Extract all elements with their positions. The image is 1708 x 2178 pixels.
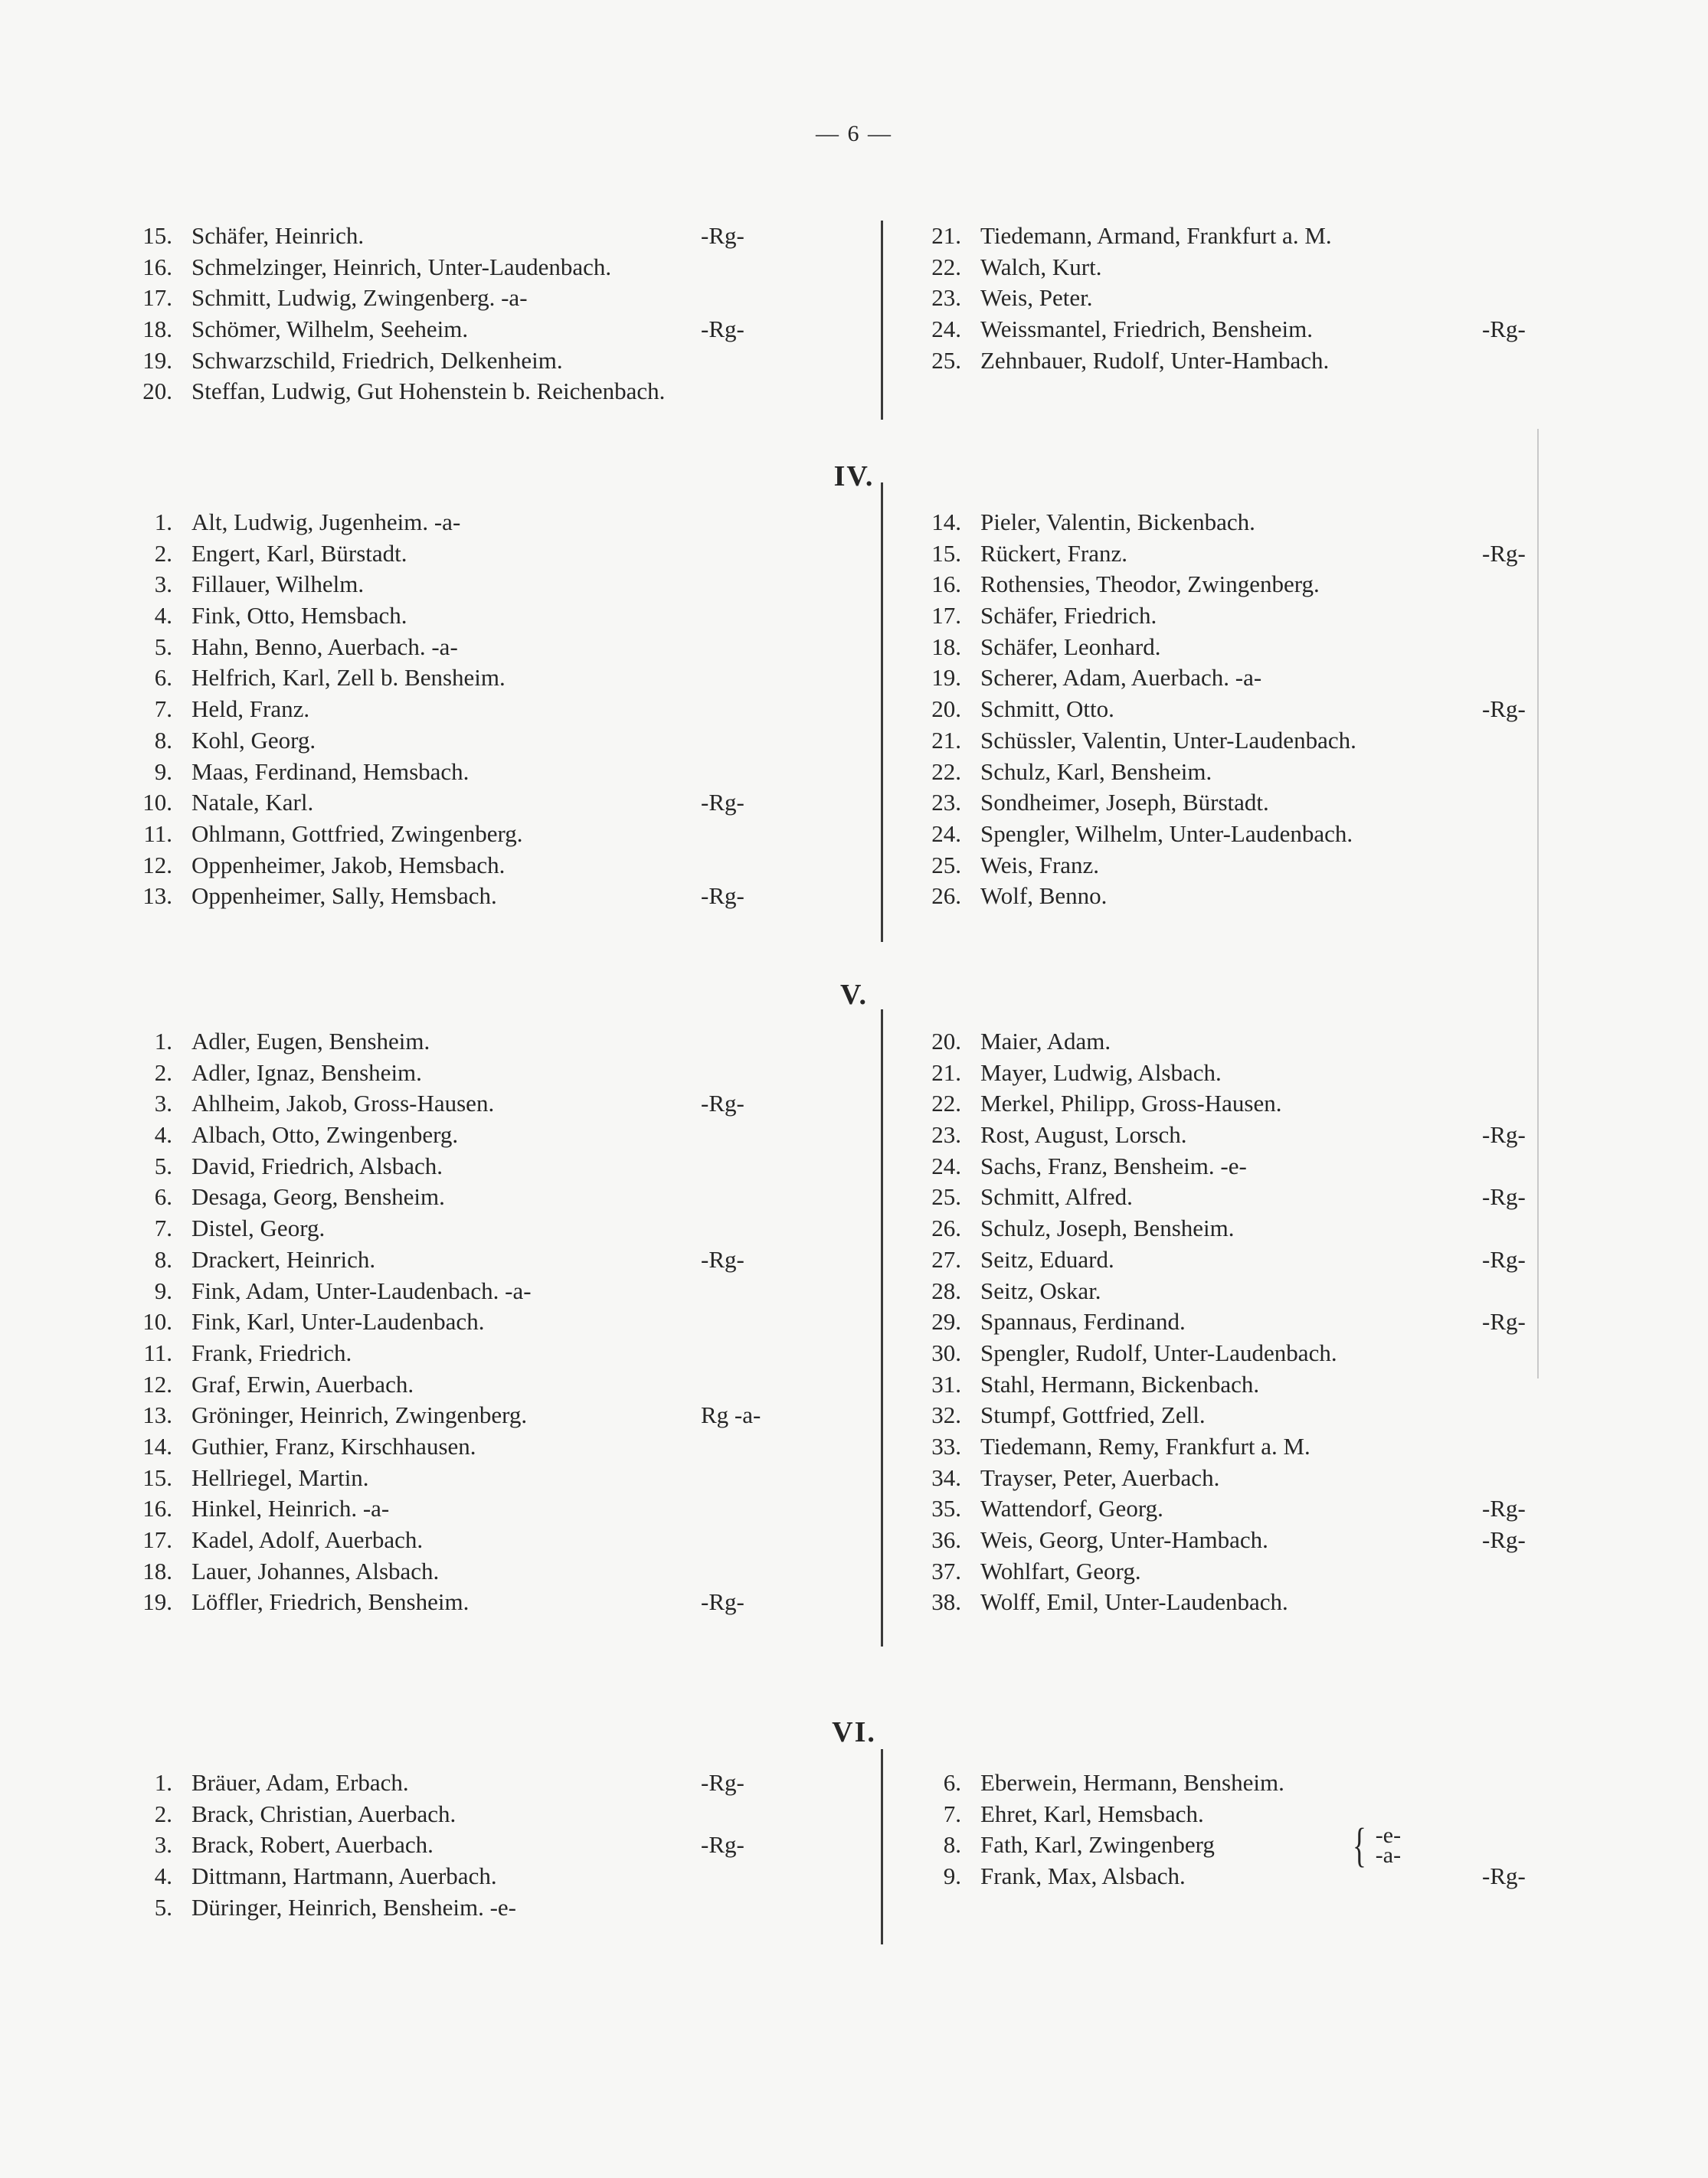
list-item (888, 1120, 1578, 1151)
entry-number: 7. (154, 1215, 172, 1242)
list-item (115, 819, 850, 850)
entry-name: Schmitt, Alfred. (980, 1183, 1133, 1211)
entry-mark: -Rg- (1482, 1495, 1526, 1522)
list-item (115, 1338, 850, 1369)
heading-class-vi: VI. (832, 1716, 876, 1748)
entry-number: 37. (931, 1557, 961, 1584)
entry-name: Fink, Adam, Unter-Laudenbach. -a- (191, 1277, 532, 1304)
entry-mark: -Rg- (701, 1588, 744, 1616)
entry-number: 24. (931, 316, 961, 343)
entry-number: 5. (154, 1893, 172, 1921)
list-item (115, 1463, 850, 1494)
entry-name: Wohlfart, Georg. (980, 1557, 1141, 1584)
entry-name: Desaga, Georg, Bensheim. (191, 1183, 445, 1211)
entry-name: Lauer, Johannes, Alsbach. (191, 1557, 440, 1584)
list-item (888, 1276, 1578, 1307)
entry-name: Schäfer, Friedrich. (980, 602, 1157, 630)
left-column (115, 1768, 850, 1923)
entry-name: Scherer, Adam, Auerbach. -a- (980, 664, 1262, 692)
column-divider (881, 1749, 883, 1944)
entry-name: Fink, Otto, Hemsbach. (191, 602, 407, 630)
entry-name: Spengler, Wilhelm, Unter-Laudenbach. (980, 819, 1353, 847)
entry-number: 6. (154, 664, 172, 692)
column-divider (881, 1009, 883, 1647)
entry-name: Ohlmann, Gottfried, Zwingenberg. (191, 819, 523, 847)
entry-number: 1. (154, 509, 172, 535)
list-item (115, 1861, 850, 1892)
entry-name: Spengler, Rudolf, Unter-Laudenbach. (980, 1339, 1337, 1366)
entry-name: David, Friedrich, Alsbach. (191, 1152, 443, 1179)
entry-name: Ahlheim, Jakob, Gross-Hausen. (191, 1090, 495, 1117)
list-item (115, 1058, 850, 1089)
entry-name: Maier, Adam. (980, 1028, 1111, 1055)
entry-number: 8. (154, 726, 172, 754)
list-item (888, 1213, 1578, 1244)
list-item (888, 1431, 1578, 1463)
list-item (115, 252, 850, 283)
entry-name: Alt, Ludwig, Jugenheim. -a- (191, 509, 461, 535)
list-item (888, 1400, 1578, 1431)
list-item (115, 1120, 850, 1151)
entry-number: 18. (931, 633, 961, 660)
entry-name: Wolf, Benno. (980, 882, 1108, 910)
entry-name: Seitz, Eduard. (980, 1245, 1114, 1273)
right-column (888, 1026, 1578, 1618)
entry-number: 16. (142, 253, 172, 280)
entry-name: Dittmann, Hartmann, Auerbach. (191, 1862, 497, 1890)
list-item (888, 507, 1578, 538)
entry-mark: -Rg- (1482, 1526, 1526, 1553)
list-item (115, 1768, 850, 1799)
entry-name: Schömer, Wilhelm, Seeheim. (191, 316, 469, 343)
entry-number: 3. (154, 1090, 172, 1117)
entry-number: 2. (154, 1058, 172, 1086)
right-column (888, 1768, 1578, 1892)
entry-mark: -Rg- (701, 1090, 744, 1117)
list-item (888, 1820, 1578, 1872)
entry-name: Düringer, Heinrich, Bensheim. -e- (191, 1893, 517, 1921)
entry-number: 6. (154, 1183, 172, 1211)
entry-number: 5. (154, 1152, 172, 1179)
entry-number: 35. (931, 1495, 961, 1522)
list-item (115, 376, 850, 407)
heading-class-v: V. (839, 979, 869, 1011)
entry-number: 3. (154, 1831, 172, 1859)
entry-number: 11. (143, 1339, 172, 1366)
list-item (115, 694, 850, 725)
list-item (888, 881, 1578, 912)
entry-name: Brack, Robert, Auerbach. (191, 1831, 434, 1859)
entry-mark: -Rg- (1482, 1308, 1526, 1336)
list-item (888, 221, 1578, 252)
list-item (888, 252, 1578, 283)
right-column (888, 507, 1578, 912)
entry-name: Merkel, Philipp, Gross-Hausen. (980, 1090, 1282, 1117)
entry-name: Wolff, Emil, Unter-Laudenbach. (980, 1588, 1288, 1616)
list-item (888, 314, 1578, 345)
entry-name: Oppenheimer, Jakob, Hemsbach. (191, 851, 506, 878)
list-item (888, 345, 1578, 377)
entry-name: Kohl, Georg. (191, 726, 316, 754)
entry-mark: -Rg- (701, 1769, 744, 1796)
left-column (115, 221, 850, 407)
brace-marks (1375, 1823, 1402, 1869)
entry-number: 14. (142, 1432, 172, 1460)
entry-number: 1. (154, 1028, 172, 1055)
entry-number: 10. (142, 789, 172, 816)
entry-name: Sondheimer, Joseph, Bürstadt. (980, 789, 1269, 816)
entry-number: 6. (943, 1769, 961, 1796)
list-item (115, 1306, 850, 1338)
entry-number: 25. (931, 1183, 961, 1211)
list-item (888, 819, 1578, 850)
page-number: — 6 — (816, 121, 892, 146)
column-divider (881, 221, 883, 420)
list-item (115, 1493, 850, 1525)
brace-mark: -a- (1375, 1843, 1402, 1869)
entry-number: 24. (931, 819, 961, 847)
list-item (888, 569, 1578, 600)
entry-number: 12. (142, 1370, 172, 1398)
entry-name: Natale, Karl. (191, 789, 314, 816)
entry-number: 3. (154, 571, 172, 598)
entry-name: Maas, Ferdinand, Hemsbach. (191, 757, 470, 785)
list-item (888, 1525, 1578, 1556)
list-item (115, 1276, 850, 1307)
entry-number: 23. (931, 284, 961, 312)
entry-number: 9. (154, 1277, 172, 1304)
entry-number: 14. (931, 509, 961, 535)
entry-number: 9. (154, 757, 172, 785)
entry-name: Rückert, Franz. (980, 539, 1127, 567)
list-item (115, 632, 850, 663)
list-item (888, 600, 1578, 632)
list-item (888, 1182, 1578, 1213)
list-item (115, 1525, 850, 1556)
entry-mark: -Rg- (701, 789, 744, 816)
list-item (888, 850, 1578, 881)
list-item (115, 1587, 850, 1618)
list-item (115, 1151, 850, 1182)
column-divider (881, 482, 883, 942)
left-column (115, 507, 850, 912)
list-item (888, 1463, 1578, 1494)
list-item (115, 1400, 850, 1431)
list-item (115, 538, 850, 570)
entry-name: Adler, Ignaz, Bensheim. (191, 1058, 422, 1086)
list-item (888, 1026, 1578, 1058)
entry-number: 2. (154, 1800, 172, 1827)
list-item (115, 1088, 850, 1120)
list-item (888, 1369, 1578, 1401)
list-item (115, 1830, 850, 1861)
list-item (115, 345, 850, 377)
entry-number: 18. (142, 316, 172, 343)
list-item (115, 850, 850, 881)
entry-number: 22. (931, 1090, 961, 1117)
entry-number: 11. (143, 819, 172, 847)
list-item (888, 787, 1578, 819)
entry-name: Frank, Friedrich. (191, 1339, 352, 1366)
list-item (115, 757, 850, 788)
entry-name: Frank, Max, Alsbach. (980, 1862, 1186, 1890)
entry-name: Hinkel, Heinrich. -a- (191, 1495, 390, 1522)
list-item (115, 283, 850, 314)
list-item (888, 725, 1578, 757)
entry-mark: -Rg- (1482, 1245, 1526, 1273)
list-item (888, 694, 1578, 725)
entry-name: Fath, Karl, Zwingenberg (980, 1831, 1215, 1859)
list-item (888, 632, 1578, 663)
entry-number: 26. (931, 882, 961, 910)
list-item (115, 1799, 850, 1830)
list-item (888, 1338, 1578, 1369)
list-item (888, 1493, 1578, 1525)
entry-name: Distel, Georg. (191, 1215, 326, 1242)
list-item (115, 787, 850, 819)
entry-name: Schüssler, Valentin, Unter-Laudenbach. (980, 726, 1356, 754)
entry-name: Held, Franz. (191, 695, 310, 723)
list-item (115, 881, 850, 912)
entry-number: 4. (154, 1121, 172, 1149)
entry-number: 7. (154, 695, 172, 723)
brace-glyph: { (1352, 1820, 1366, 1872)
list-item (115, 314, 850, 345)
entry-number: 24. (931, 1152, 961, 1179)
entry-mark: -Rg- (701, 882, 744, 910)
entry-name: Weis, Franz. (980, 851, 1100, 878)
entry-mark: -Rg- (1482, 1183, 1526, 1211)
entry-number: 12. (142, 851, 172, 878)
list-item (888, 662, 1578, 694)
list-item (888, 1058, 1578, 1089)
entry-number: 10. (142, 1308, 172, 1336)
right-column (888, 221, 1578, 376)
list-item (115, 1369, 850, 1401)
entry-number: 2. (154, 539, 172, 567)
entry-number: 19. (142, 346, 172, 374)
entry-number: 16. (142, 1495, 172, 1522)
entry-name: Sachs, Franz, Bensheim. -e- (980, 1152, 1247, 1179)
entry-name: Engert, Karl, Bürstadt. (191, 539, 407, 567)
entry-number: 23. (931, 1121, 961, 1149)
list-item (115, 1244, 850, 1276)
entry-name: Gröninger, Heinrich, Zwingenberg. (191, 1401, 528, 1429)
entry-name: Stahl, Hermann, Bickenbach. (980, 1370, 1260, 1398)
entry-mark: -Rg- (1482, 1121, 1526, 1149)
list-item (115, 1026, 850, 1058)
entry-name: Guthier, Franz, Kirschhausen. (191, 1432, 476, 1460)
entry-mark: -Rg- (1482, 1862, 1526, 1890)
entry-name: Schulz, Joseph, Bensheim. (980, 1215, 1235, 1242)
entry-name: Schmitt, Ludwig, Zwingenberg. -a- (191, 284, 528, 312)
entry-name: Tiedemann, Armand, Frankfurt a. M. (980, 222, 1332, 249)
entry-name: Rost, August, Lorsch. (980, 1121, 1187, 1149)
entry-number: 25. (931, 346, 961, 374)
entry-number: 20. (931, 695, 961, 723)
entry-number: 13. (142, 882, 172, 910)
entry-name: Graf, Erwin, Auerbach. (191, 1370, 414, 1398)
brace-mark: -e- (1375, 1823, 1402, 1849)
list-item (115, 662, 850, 694)
entry-mark: -Rg- (1482, 539, 1526, 567)
entry-mark: -Rg- (701, 1831, 744, 1859)
entry-number: 17. (931, 602, 961, 630)
entry-name: Seitz, Oskar. (980, 1277, 1101, 1304)
entry-number: 1. (154, 1769, 172, 1796)
list-item (888, 1088, 1578, 1120)
entry-number: 29. (931, 1308, 961, 1336)
heading-class-iv: IV. (833, 460, 875, 492)
entry-mark: -Rg- (1482, 695, 1526, 723)
entry-number: 16. (931, 571, 961, 598)
entry-name: Adler, Eugen, Bensheim. (191, 1028, 430, 1055)
entry-number: 31. (931, 1370, 961, 1398)
entry-number: 4. (154, 602, 172, 630)
entry-name: Kadel, Adolf, Auerbach. (191, 1526, 424, 1553)
entry-number: 17. (142, 284, 172, 312)
entry-number: 8. (943, 1831, 961, 1859)
entry-name: Rothensies, Theodor, Zwingenberg. (980, 571, 1320, 598)
entry-number: 21. (931, 726, 961, 754)
entry-name: Oppenheimer, Sally, Hemsbach. (191, 882, 497, 910)
entry-name: Fillauer, Wilhelm. (191, 571, 365, 598)
entry-name: Bräuer, Adam, Erbach. (191, 1769, 409, 1796)
entry-number: 25. (931, 851, 961, 878)
entry-name: Stumpf, Gottfried, Zell. (980, 1401, 1206, 1429)
list-item (888, 1768, 1578, 1799)
entry-number: 36. (931, 1526, 961, 1553)
entry-name: Pieler, Valentin, Bickenbach. (980, 509, 1255, 535)
entry-name: Trayser, Peter, Auerbach. (980, 1463, 1220, 1491)
list-item (115, 1431, 850, 1463)
entry-number: 22. (931, 757, 961, 785)
entry-name: Hellriegel, Martin. (191, 1463, 369, 1491)
entry-number: 15. (142, 222, 172, 249)
entry-number: 5. (154, 633, 172, 660)
entry-name: Drackert, Heinrich. (191, 1245, 376, 1273)
entry-name: Mayer, Ludwig, Alsbach. (980, 1058, 1222, 1086)
entry-name: Walch, Kurt. (980, 253, 1102, 280)
entry-number: 8. (154, 1245, 172, 1273)
list-item (115, 725, 850, 757)
entry-name: Schmitt, Otto. (980, 695, 1114, 723)
entry-name: Eberwein, Hermann, Bensheim. (980, 1769, 1284, 1796)
entry-mark: -Rg- (701, 316, 744, 343)
list-item (888, 1151, 1578, 1182)
list-item (888, 1861, 1578, 1892)
entry-name: Tiedemann, Remy, Frankfurt a. M. (980, 1432, 1310, 1460)
entry-name: Hahn, Benno, Auerbach. -a- (191, 633, 458, 660)
entry-number: 15. (142, 1463, 172, 1491)
entry-name: Steffan, Ludwig, Gut Hohenstein b. Reichenbach. (191, 378, 666, 405)
entry-mark: Rg -a- (701, 1401, 761, 1429)
list-item (115, 1892, 850, 1924)
entry-number: 13. (142, 1401, 172, 1429)
entry-mark: -Rg- (701, 1245, 744, 1273)
entry-number: 4. (154, 1862, 172, 1890)
entry-number: 34. (931, 1463, 961, 1491)
entry-name: Schäfer, Leonhard. (980, 633, 1161, 660)
list-item (115, 1182, 850, 1213)
entry-number: 23. (931, 789, 961, 816)
entry-number: 20. (142, 378, 172, 405)
entry-name: Wattendorf, Georg. (980, 1495, 1163, 1522)
entry-name: Ehret, Karl, Hemsbach. (980, 1800, 1204, 1827)
entry-number: 21. (931, 222, 961, 249)
entry-name: Weissmantel, Friedrich, Bensheim. (980, 316, 1313, 343)
entry-mark: -Rg- (1482, 316, 1526, 343)
entry-name: Schulz, Karl, Bensheim. (980, 757, 1212, 785)
entry-number: 18. (142, 1557, 172, 1584)
entry-number: 19. (931, 664, 961, 692)
list-item (888, 538, 1578, 570)
list-item (888, 1244, 1578, 1276)
list-item (115, 221, 850, 252)
entry-number: 15. (931, 539, 961, 567)
list-item (115, 1556, 850, 1588)
entry-name: Weis, Peter. (980, 284, 1093, 312)
left-column (115, 1026, 850, 1618)
entry-name: Schwarzschild, Friedrich, Delkenheim. (191, 346, 563, 374)
entry-name: Schäfer, Heinrich. (191, 222, 365, 249)
entry-name: Löffler, Friedrich, Bensheim. (191, 1588, 470, 1616)
entry-name: Albach, Otto, Zwingenberg. (191, 1121, 459, 1149)
entry-name: Brack, Christian, Auerbach. (191, 1800, 456, 1827)
list-item (115, 1213, 850, 1244)
list-item (888, 1587, 1578, 1618)
entry-number: 19. (142, 1588, 172, 1616)
entry-number: 7. (943, 1800, 961, 1827)
list-item (115, 569, 850, 600)
entry-name: Zehnbauer, Rudolf, Unter-Hambach. (980, 346, 1330, 374)
entry-number: 27. (931, 1245, 961, 1273)
entry-number: 38. (931, 1588, 961, 1616)
entry-name: Helfrich, Karl, Zell b. Bensheim. (191, 664, 506, 692)
entry-name: Schmelzinger, Heinrich, Unter-Laudenbach. (191, 253, 612, 280)
entry-number: 26. (931, 1215, 961, 1242)
page-margin-rule (1537, 429, 1539, 1378)
entry-number: 20. (931, 1028, 961, 1055)
list-item (888, 757, 1578, 788)
list-item (888, 283, 1578, 314)
entry-name: Spannaus, Ferdinand. (980, 1308, 1186, 1336)
entry-number: 21. (931, 1058, 961, 1086)
list-item (115, 600, 850, 632)
list-item (888, 1799, 1578, 1830)
entry-number: 22. (931, 253, 961, 280)
entry-number: 17. (142, 1526, 172, 1553)
list-item (888, 1306, 1578, 1338)
entry-number: 9. (943, 1862, 961, 1890)
entry-number: 30. (931, 1339, 961, 1366)
entry-number: 28. (931, 1277, 961, 1304)
entry-name: Fink, Karl, Unter-Laudenbach. (191, 1308, 485, 1336)
entry-number: 32. (931, 1401, 961, 1429)
entry-number: 33. (931, 1432, 961, 1460)
list-item (115, 507, 850, 538)
entry-name: Weis, Georg, Unter-Hambach. (980, 1526, 1268, 1553)
entry-mark: -Rg- (701, 222, 744, 249)
list-item (888, 1556, 1578, 1588)
